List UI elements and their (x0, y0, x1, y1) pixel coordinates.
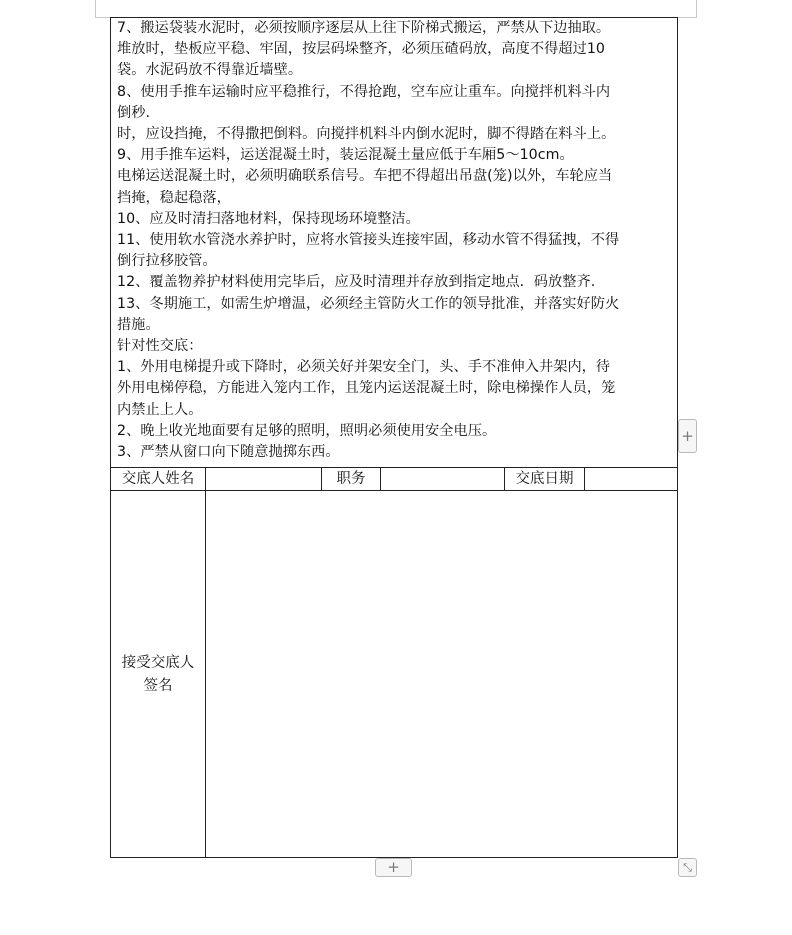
content-line: 针对性交底： (117, 338, 203, 355)
discloser-name-field[interactable] (206, 468, 321, 490)
disclosure-table (110, 17, 678, 858)
add-row-button[interactable]: + (375, 858, 412, 877)
receiver-signature-area[interactable] (206, 491, 677, 857)
position-label: 职务 (336, 471, 366, 487)
add-column-button[interactable]: + (678, 419, 697, 453)
content-line: 倒行拉移胶管。 (117, 253, 217, 270)
receiver-signature-label (111, 652, 205, 698)
position-field[interactable] (381, 468, 504, 490)
content-line: 袋。水泥码放不得靠近墙壁。 (117, 62, 303, 79)
content-line: 9、用手推车运料，运送混凝土时，装运混凝土量应低于车厢5～10cm。 (117, 147, 574, 164)
receiver-signature-label-line1: 接受交底人 (121, 655, 195, 671)
content-line: 倒秒. (117, 104, 151, 121)
page-corner-left (95, 0, 96, 17)
content-line: 7、搬运袋装水泥时，必须按顺序逐层从上往下阶梯式搬运，严禁从下边抽取。 (117, 20, 611, 36)
content-line: 10、应及时清扫落地材料，保持现场环境整洁。 (117, 210, 420, 227)
content-line: 13、冬期施工，如需生炉增温，必须经主管防火工作的领导批准，并落实好防火 (117, 295, 620, 312)
disclosure-content-cell[interactable] (111, 18, 677, 467)
content-line: 时，应设挡掩，不得撒把倒料。向搅拌机料斗内倒水泥时，脚不得踏在料斗上。 (117, 126, 616, 143)
content-line: 1、外用电梯提升或下降时，必须关好并架安全门，头、手不准伸入井架内，待 (117, 359, 611, 376)
content-line: 11、使用软水管浇水养护时，应将水管接头连接牢固，移动水管不得猛拽，不得 (117, 232, 620, 249)
content-line: 措施。 (117, 316, 160, 333)
content-line: 电梯运送混凝土时，必须明确联系信号。车把不得超出吊盘(笼)以外，车轮应当 (117, 168, 613, 185)
content-line: 外用电梯停稳，方能进入笼内工作，且笼内运送混凝土时，除电梯操作人员，笼 (117, 380, 616, 397)
content-line: 3、严禁从窗口向下随意抛掷东西。 (117, 444, 340, 461)
receiver-signature-label-line2: 签名 (143, 678, 173, 694)
page-corner-right (696, 0, 697, 17)
content-line: 8、使用手推车运输时应平稳推行，不得抢跑，空车应让重车。向搅拌机料斗内 (117, 83, 611, 100)
content-line: 2、晚上收光地面要有足够的照明，照明必须使用安全电压。 (117, 422, 497, 439)
disclosure-date-label: 交底日期 (515, 471, 574, 487)
content-line: 12、覆盖物养护材料使用完毕后，应及时清理并存放到指定地点．码放整齐. (117, 274, 596, 291)
discloser-name-label: 交底人姓名 (121, 471, 195, 487)
content-line: 内禁止上人。 (117, 401, 203, 418)
content-line: 挡掩，稳起稳落， (117, 189, 231, 206)
content-line: 堆放时，垫板应平稳、牢固，按层码垛整齐，必须压碴码放，高度不得超过10 (117, 41, 605, 58)
table-resize-handle-icon[interactable]: ⤡ (678, 858, 697, 877)
disclosure-date-field[interactable] (585, 468, 677, 490)
